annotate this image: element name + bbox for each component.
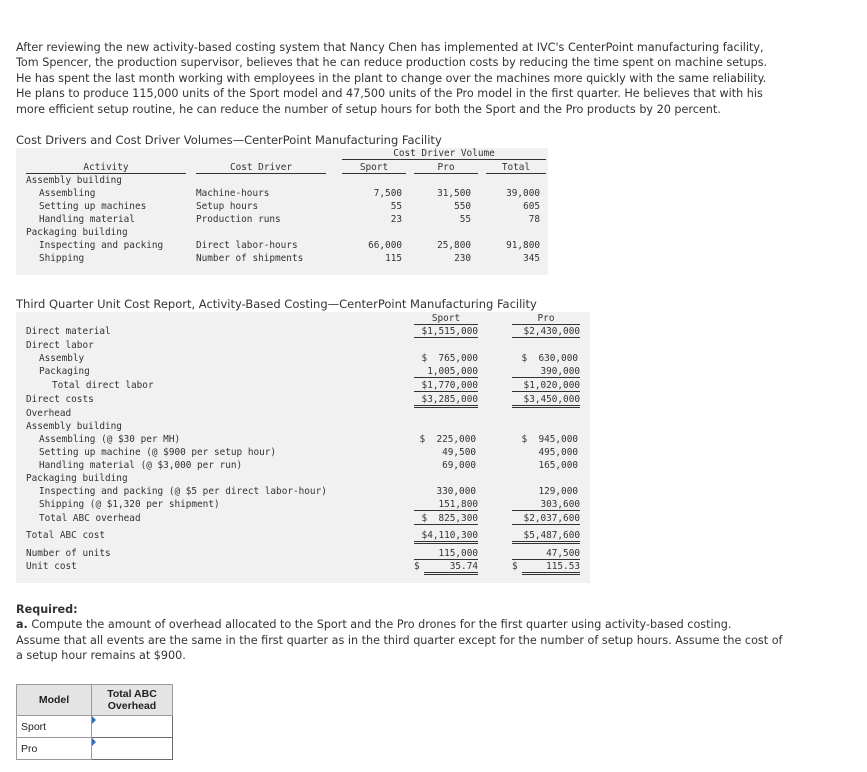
report-header-sport: Sport [414, 313, 478, 325]
driver-row-pro: 55 [459, 214, 471, 225]
report-row-sport: 115,000 [414, 548, 478, 560]
report-row-pro: $ 630,000 [521, 353, 578, 364]
intro-line: He plans to produce 115,000 units of the Sport model and 47,500 units of the Pro model in the first quarter. He believes that with his [16, 87, 763, 101]
answer-table [16, 684, 173, 760]
report-row-label: Direct labor [26, 340, 94, 351]
header-total: Total [486, 162, 546, 174]
driver-row-driver: Number of shipments [196, 253, 304, 264]
driver-row-driver: Production runs [196, 214, 281, 225]
driver-row-driver: Setup hours [196, 201, 259, 212]
answer-row-label-sport: Sport [17, 716, 92, 738]
driver-row-total: 91,800 [506, 240, 540, 251]
pro-overhead-input[interactable] [92, 739, 172, 758]
report-row-label: Handling material (@ $3,000 per run) [39, 460, 243, 471]
required-heading: Required: [16, 603, 78, 616]
header-activity: Activity [26, 162, 186, 174]
sport-overhead-cell [92, 716, 173, 738]
driver-row-activity: Setting up machines [39, 201, 147, 212]
report-row-pro: 390,000 [512, 366, 580, 378]
pro-overhead-cell [92, 738, 173, 760]
driver-row-sport: 115 [385, 253, 402, 264]
report-row-sport: 69,000 [442, 460, 476, 471]
report-row-sport: $ 225,000 [419, 434, 476, 445]
report-row-pro: $2,430,000 [512, 326, 580, 338]
report-row-label: Total ABC cost [26, 530, 106, 541]
driver-row-driver: Machine-hours [196, 188, 270, 199]
currency-symbol: $ [512, 561, 518, 572]
report-row-pro: $2,037,600 [512, 513, 580, 525]
part-label: a. [16, 618, 28, 632]
group-header: Cost Driver Volume [393, 148, 495, 159]
part-text: Compute the amount of overhead allocated to the Sport and the Pro drones for the first quarter using activity-based costing. [31, 618, 732, 632]
report-header-pro: Pro [512, 313, 580, 325]
report-row-pro: 47,500 [512, 548, 580, 560]
input-marker-icon [92, 738, 96, 746]
driver-row-total: 605 [523, 201, 540, 212]
report-row-sport: $1,515,000 [414, 326, 478, 338]
report-row-sport: $ 825,300 [414, 513, 478, 525]
report-row-sport: $1,770,000 [414, 380, 478, 392]
driver-row-pro: 550 [454, 201, 471, 212]
report-row-pro: $3,450,000 [512, 394, 580, 408]
report-row-pro: 129,000 [538, 486, 578, 497]
report-row-sport: 49,500 [442, 447, 476, 458]
driver-row-activity: Assembly building [26, 175, 122, 186]
header-line: Total ABC [107, 688, 157, 700]
header-pro: Pro [414, 162, 478, 174]
report-row-label: Packaging [39, 366, 90, 377]
report-row-label: Number of units [26, 548, 111, 559]
answer-header-overhead [92, 685, 173, 716]
report-row-label: Total ABC overhead [39, 513, 141, 524]
intro-paragraph [16, 40, 836, 117]
report-row-label: Shipping (@ $1,320 per shipment) [39, 499, 220, 510]
group-header-rule [342, 159, 546, 160]
driver-row-pro: 31,500 [437, 188, 471, 199]
required-section [16, 602, 836, 664]
currency-symbol: $ [414, 561, 420, 572]
driver-row-sport: 66,000 [368, 240, 402, 251]
input-marker-icon [92, 716, 96, 724]
intro-line: Tom Spencer, the production supervisor, believes that he can reduce production costs by reducing the time spent on machine setups. [16, 56, 768, 70]
header-line: Overhead [107, 700, 157, 712]
report-row-pro: $5,487,600 [512, 530, 580, 544]
report-row-sport: 1,005,000 [414, 366, 478, 378]
report-row-label: Inspecting and packing (@ $5 per direct labor-hour) [39, 486, 327, 497]
report-row-pro: 115.53 [522, 561, 580, 575]
driver-row-sport: 7,500 [373, 188, 402, 199]
driver-row-activity: Handling material [39, 214, 135, 225]
report-row-pro: 495,000 [538, 447, 578, 458]
report-row-label: Assembly [39, 353, 85, 364]
driver-row-activity: Shipping [39, 253, 85, 264]
report-row-label: Overhead [26, 408, 72, 419]
report-row-label: Total direct labor [52, 380, 154, 391]
cost-drivers-table [16, 148, 548, 275]
driver-row-sport: 23 [390, 214, 402, 225]
report-row-label: Direct costs [26, 394, 94, 405]
answer-header-model: Model [17, 685, 92, 716]
report-row-sport: 330,000 [436, 486, 476, 497]
driver-row-activity: Assembling [39, 188, 96, 199]
report-row-label: Unit cost [26, 561, 77, 572]
answer-row-label-pro: Pro [17, 738, 92, 760]
report-row-sport: 35.74 [424, 561, 478, 575]
driver-row-sport: 55 [390, 201, 402, 212]
intro-line: After reviewing the new activity-based costing system that Nancy Chen has implemented at IVC's CenterPoint manufacturing facility, [16, 41, 764, 54]
driver-row-total: 78 [528, 214, 540, 225]
report-row-pro: $1,020,000 [512, 380, 580, 392]
driver-row-pro: 25,800 [437, 240, 471, 251]
report-row-label: Setting up machine (@ $900 per setup hour) [39, 447, 277, 458]
report-row-label: Direct material [26, 326, 111, 337]
report-row-pro: 303,600 [512, 499, 580, 511]
report-row-sport: $ 765,000 [421, 353, 478, 364]
report-row-label: Assembly building [26, 421, 122, 432]
driver-row-total: 39,000 [506, 188, 540, 199]
header-sport: Sport [342, 162, 406, 174]
header-driver: Cost Driver [196, 162, 326, 174]
driver-row-driver: Direct labor-hours [196, 240, 298, 251]
report-row-label: Assembling (@ $30 per MH) [39, 434, 181, 445]
report-title: Third Quarter Unit Cost Report, Activity-Based Costing—CenterPoint Manufacturing Facility [16, 297, 537, 311]
unit-cost-report [16, 312, 590, 583]
report-row-label: Packaging building [26, 473, 128, 484]
report-row-sport: $3,285,000 [414, 394, 478, 408]
required-part-a [16, 617, 836, 632]
sport-overhead-input[interactable] [92, 717, 172, 736]
drivers-title: Cost Drivers and Cost Driver Volumes—CenterPoint Manufacturing Facility [16, 133, 442, 147]
report-row-sport: 151,800 [414, 499, 478, 511]
required-line: Assume that all events are the same in the first quarter as in the third quarter except for the number of setup hours. Assume the cost of [16, 633, 783, 647]
report-row-sport: $4,110,300 [414, 530, 478, 544]
report-row-pro: $ 945,000 [521, 434, 578, 445]
report-row-pro: 165,000 [538, 460, 578, 471]
driver-row-activity: Inspecting and packing [39, 240, 164, 251]
driver-row-total: 345 [523, 253, 540, 264]
required-line: a setup hour remains at $900. [16, 649, 186, 663]
intro-line: He has spent the last month working with employees in the plant to change over the machines more quickly with the same reliability. [16, 71, 767, 85]
driver-row-activity: Packaging building [26, 227, 128, 238]
driver-row-pro: 230 [454, 253, 471, 264]
intro-line: more efficient setup routine, he can reduce the number of setup hours for both the Sport and the Pro products by 20 percent. [16, 102, 721, 116]
